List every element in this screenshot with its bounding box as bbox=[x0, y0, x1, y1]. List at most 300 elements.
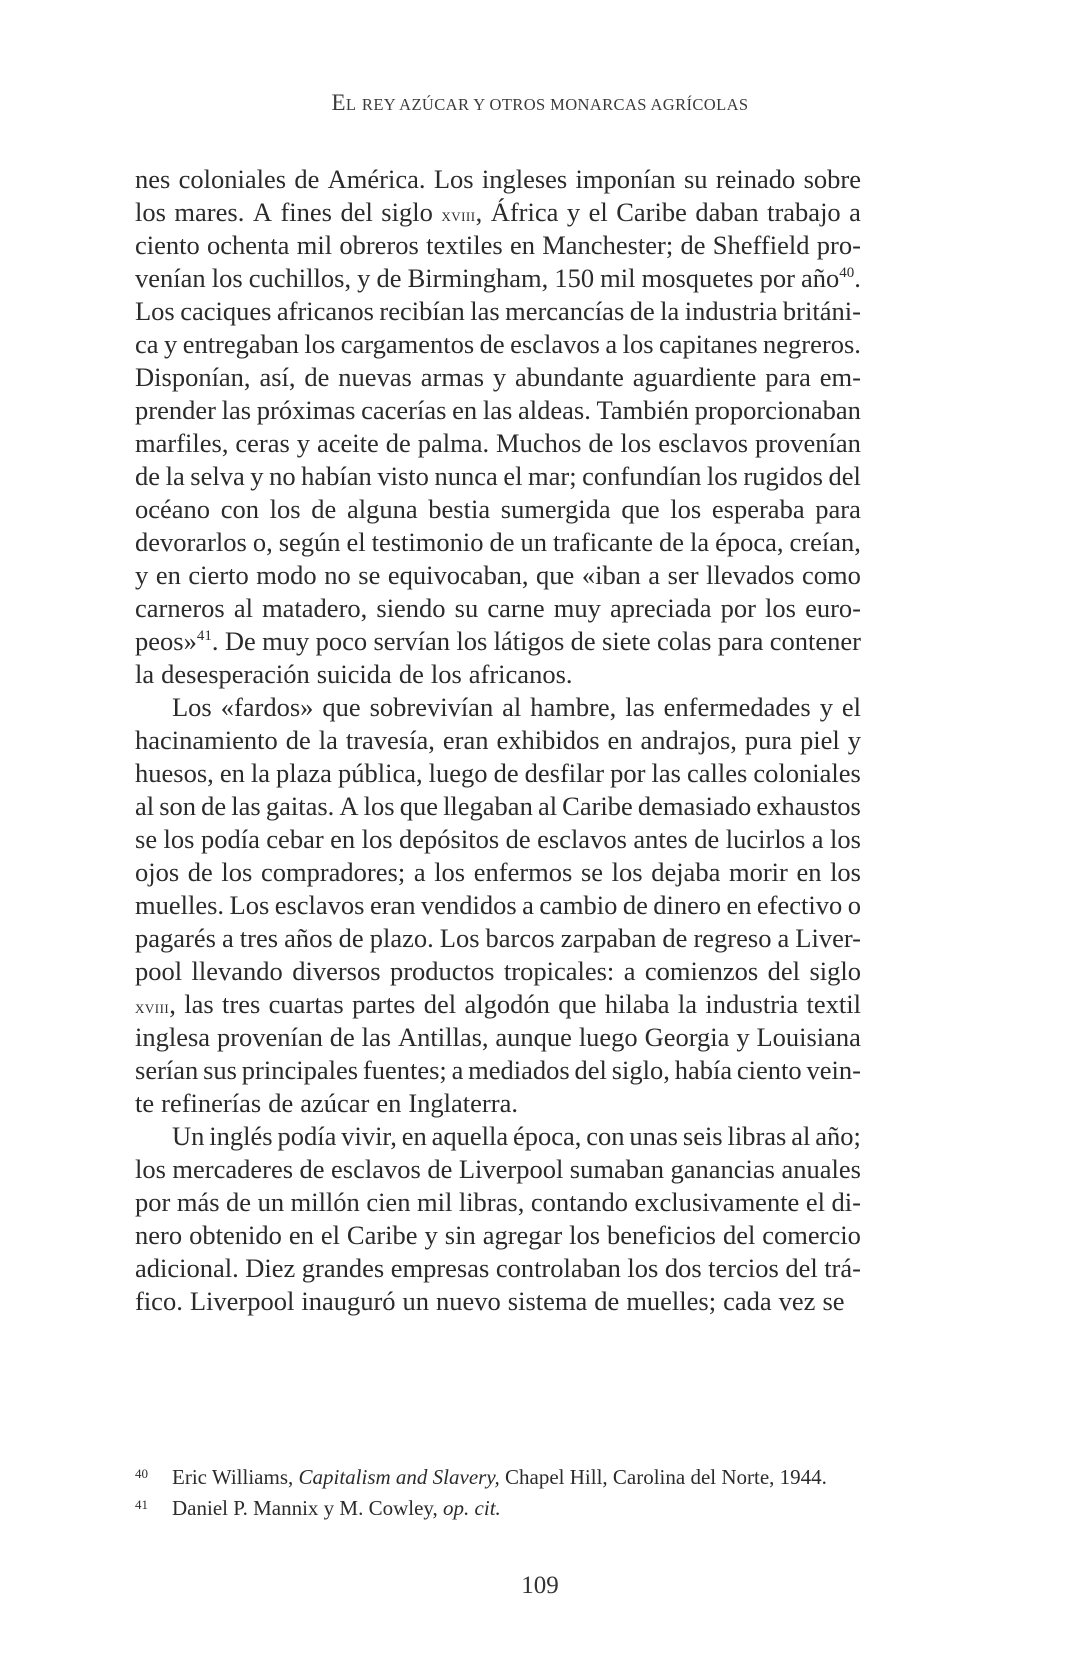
word: de bbox=[493, 758, 519, 788]
word: te bbox=[135, 1088, 155, 1118]
word: muy bbox=[262, 626, 310, 656]
word: de bbox=[629, 296, 655, 326]
text-line bbox=[135, 922, 861, 955]
word: dejaba bbox=[651, 857, 721, 887]
word: y bbox=[492, 362, 507, 392]
text-line bbox=[135, 163, 861, 196]
word: había bbox=[674, 1055, 733, 1085]
footnote-reference[interactable]: 41 bbox=[196, 628, 212, 645]
word: de bbox=[588, 428, 614, 458]
word: esclavos bbox=[331, 1154, 421, 1184]
word: dinero bbox=[653, 890, 721, 920]
word: recibían bbox=[379, 296, 465, 326]
word: servían bbox=[373, 626, 450, 656]
citation-title: Capitalism and Slavery, bbox=[298, 1465, 500, 1489]
word: barcos bbox=[485, 923, 555, 953]
text-line bbox=[135, 1186, 861, 1219]
word: suicida bbox=[316, 659, 392, 689]
word: los bbox=[304, 329, 336, 359]
word: grandes bbox=[301, 1253, 385, 1283]
word: no bbox=[324, 560, 351, 590]
text-line bbox=[135, 955, 861, 988]
word: o, bbox=[252, 527, 273, 557]
word: matadero, bbox=[262, 593, 368, 623]
word: Diez bbox=[245, 1253, 296, 1283]
word: habían bbox=[301, 461, 372, 491]
text-line bbox=[135, 427, 861, 460]
word: prender bbox=[135, 395, 216, 425]
footnote-text: Daniel P. Mannix y M. Cowley, op. cit. bbox=[172, 1496, 501, 1520]
word: contener bbox=[769, 626, 861, 656]
word: la bbox=[690, 527, 710, 557]
word: en bbox=[509, 230, 535, 260]
word: exhibidos bbox=[496, 725, 600, 755]
word: años bbox=[284, 923, 333, 953]
word: y bbox=[296, 428, 311, 458]
word: coloniales bbox=[178, 164, 287, 194]
word: un bbox=[257, 1187, 285, 1217]
word: fines bbox=[280, 197, 332, 227]
word: imponían bbox=[575, 164, 676, 194]
word: esclavos bbox=[510, 329, 600, 359]
text-line bbox=[135, 262, 861, 295]
text-line bbox=[135, 394, 861, 427]
word: Birmingham, bbox=[407, 263, 549, 293]
word: A bbox=[339, 791, 359, 821]
word: al bbox=[537, 791, 558, 821]
word: de bbox=[662, 923, 688, 953]
word: de bbox=[505, 824, 531, 854]
word: provenían bbox=[216, 1022, 323, 1052]
word: por bbox=[720, 593, 756, 623]
word: cebar bbox=[266, 824, 324, 854]
word: principales bbox=[241, 1055, 359, 1085]
word: la bbox=[165, 461, 185, 491]
word: con bbox=[220, 494, 259, 524]
paragraph bbox=[135, 1120, 861, 1318]
word: podía bbox=[277, 1121, 337, 1151]
word: llevando bbox=[191, 956, 283, 986]
text-line bbox=[135, 361, 861, 394]
word: regreso bbox=[693, 923, 772, 953]
word: palma. bbox=[417, 428, 490, 458]
word: 150 bbox=[554, 263, 595, 293]
word: siglo bbox=[381, 197, 433, 227]
word: a bbox=[605, 329, 618, 359]
word: libras bbox=[727, 1121, 787, 1151]
word: un bbox=[402, 1286, 430, 1316]
word: millón bbox=[290, 1187, 360, 1217]
word: ingleses bbox=[481, 164, 568, 194]
word: devorarlos bbox=[135, 527, 247, 557]
word: su bbox=[683, 164, 708, 194]
word: africanos. bbox=[468, 659, 573, 689]
word: diversos bbox=[292, 956, 381, 986]
word: Liverpool bbox=[458, 1154, 564, 1184]
word: los bbox=[135, 197, 166, 227]
word: entregaban bbox=[182, 329, 299, 359]
word: y bbox=[163, 329, 178, 359]
text-line bbox=[135, 1054, 861, 1087]
word: peos»$^{41}$. bbox=[135, 626, 219, 656]
word: carne bbox=[487, 593, 545, 623]
word: vendidos bbox=[421, 890, 517, 920]
text-line bbox=[135, 493, 861, 526]
text-line bbox=[135, 229, 861, 262]
word: zarpaban bbox=[560, 923, 657, 953]
word: mercancías bbox=[505, 296, 625, 326]
text-line bbox=[135, 625, 861, 658]
word: a bbox=[623, 956, 636, 986]
word: no bbox=[269, 461, 296, 491]
word: del bbox=[722, 1220, 756, 1250]
word: demasiado bbox=[637, 791, 752, 821]
word: cuchillos, bbox=[248, 263, 352, 293]
word: y bbox=[250, 461, 264, 491]
word: Muchos bbox=[496, 428, 582, 458]
word: textil bbox=[806, 989, 861, 1019]
word: ciento bbox=[135, 230, 200, 260]
word: podía bbox=[200, 824, 260, 854]
word: el bbox=[503, 461, 523, 491]
word: plaza bbox=[276, 758, 332, 788]
word: británi- bbox=[782, 296, 861, 326]
word: se bbox=[580, 857, 604, 887]
word: lucirlos bbox=[725, 824, 806, 854]
word: vez bbox=[778, 1286, 816, 1316]
word: sobre bbox=[803, 164, 861, 194]
word: los bbox=[211, 263, 243, 293]
word: que bbox=[322, 692, 361, 722]
word: de bbox=[376, 263, 402, 293]
word: vein- bbox=[806, 1055, 861, 1085]
word: fuentes; bbox=[362, 1055, 447, 1085]
word: cambio bbox=[539, 890, 618, 920]
word: los bbox=[135, 1154, 166, 1184]
word: la bbox=[318, 725, 338, 755]
word: los bbox=[269, 494, 301, 524]
word: em- bbox=[819, 362, 861, 392]
word: controlaban bbox=[495, 1253, 621, 1283]
word: el bbox=[805, 1187, 825, 1217]
word: exclusivamente bbox=[634, 1187, 800, 1217]
word: comienzos bbox=[644, 956, 759, 986]
word: Georgia bbox=[644, 1022, 730, 1052]
word: próximas bbox=[256, 395, 356, 425]
word: fico. bbox=[135, 1286, 183, 1316]
word: Los bbox=[135, 296, 175, 326]
word: látigos bbox=[493, 626, 565, 656]
word: siglo, bbox=[611, 1055, 670, 1085]
word: serían bbox=[135, 1055, 199, 1085]
word: esclavos bbox=[658, 428, 749, 458]
word: de bbox=[304, 362, 330, 392]
word: pro- bbox=[816, 230, 861, 260]
word: mil bbox=[416, 1187, 453, 1217]
word: al bbox=[791, 1121, 811, 1151]
word: mosquetes bbox=[641, 263, 754, 293]
word: dos bbox=[664, 1253, 702, 1283]
footnote-number: 41 bbox=[135, 1497, 148, 1512]
text-line bbox=[135, 1021, 861, 1054]
word: y bbox=[566, 197, 581, 227]
word: caciques bbox=[180, 296, 272, 326]
word: de bbox=[398, 659, 424, 689]
word: para bbox=[815, 494, 861, 524]
word: los bbox=[829, 824, 861, 854]
word: huesos, bbox=[135, 758, 214, 788]
word: del bbox=[423, 989, 457, 1019]
footnote-reference[interactable]: 40 bbox=[839, 265, 855, 282]
word: antes bbox=[633, 824, 688, 854]
word: tropicales: bbox=[503, 956, 615, 986]
running-head bbox=[0, 90, 1080, 116]
word: enfermos bbox=[473, 857, 573, 887]
word: siglo bbox=[809, 956, 861, 986]
word: la bbox=[660, 296, 680, 326]
word: enfermedades bbox=[663, 692, 811, 722]
word: proporcionaban bbox=[694, 395, 861, 425]
word: xviii, bbox=[135, 989, 176, 1019]
word: trá- bbox=[824, 1253, 861, 1283]
word: que bbox=[621, 494, 660, 524]
text-line bbox=[135, 823, 861, 856]
word: a bbox=[648, 560, 661, 590]
word: en bbox=[219, 758, 245, 788]
word: el bbox=[346, 527, 366, 557]
word: los bbox=[670, 494, 702, 524]
word: pura bbox=[744, 725, 792, 755]
word: cacerías bbox=[361, 395, 447, 425]
word: sumaban bbox=[569, 1154, 664, 1184]
word: muelles; bbox=[626, 1286, 717, 1316]
text-line bbox=[135, 196, 861, 229]
word: testimonio bbox=[371, 527, 484, 557]
word: coloniales bbox=[753, 758, 861, 788]
word: y bbox=[424, 1220, 438, 1250]
text-line bbox=[135, 559, 861, 592]
word: vivir, bbox=[341, 1121, 397, 1151]
word: A bbox=[252, 197, 272, 227]
word: los bbox=[363, 791, 395, 821]
word: negreros. bbox=[763, 329, 861, 359]
word: los bbox=[163, 824, 195, 854]
word: ochenta bbox=[207, 230, 290, 260]
word: Liverpool bbox=[189, 1286, 295, 1316]
word: como bbox=[801, 560, 861, 590]
word: abundante bbox=[515, 362, 624, 392]
word: obtenido bbox=[189, 1220, 282, 1250]
word: de bbox=[226, 1187, 252, 1217]
word: y bbox=[135, 560, 149, 590]
word: muelles. bbox=[135, 890, 225, 920]
word: Los bbox=[439, 923, 480, 953]
word: ciento bbox=[736, 1055, 802, 1085]
word: contando bbox=[530, 1187, 628, 1217]
text-line bbox=[135, 328, 861, 361]
text-line bbox=[135, 724, 861, 757]
word: del bbox=[828, 461, 861, 491]
word: a bbox=[811, 824, 824, 854]
word: Disponían, bbox=[135, 362, 251, 392]
text-line bbox=[135, 1252, 861, 1285]
word: siete bbox=[602, 626, 651, 656]
word: nero bbox=[135, 1220, 183, 1250]
word: para bbox=[765, 362, 811, 392]
word: azúcar bbox=[300, 1088, 370, 1118]
word: cargamentos bbox=[340, 329, 475, 359]
word: de bbox=[299, 1154, 325, 1184]
text-line bbox=[135, 790, 861, 823]
word: nes bbox=[135, 164, 171, 194]
text-line bbox=[135, 889, 861, 922]
word: reinado bbox=[715, 164, 796, 194]
text-line bbox=[135, 295, 861, 328]
word: Un bbox=[172, 1121, 205, 1151]
word: al bbox=[233, 593, 253, 623]
word: equivocaban, bbox=[387, 560, 529, 590]
word: a bbox=[777, 923, 790, 953]
word: Caribe bbox=[346, 1220, 418, 1250]
word: cierto bbox=[188, 560, 249, 590]
word: a bbox=[849, 197, 861, 227]
word: siendo bbox=[376, 593, 446, 623]
word: los bbox=[706, 461, 738, 491]
word: época, bbox=[715, 527, 784, 557]
word: en bbox=[726, 890, 752, 920]
word: pagarés bbox=[135, 923, 216, 953]
word: creían, bbox=[789, 527, 861, 557]
word: las bbox=[184, 989, 214, 1019]
word: de bbox=[338, 923, 364, 953]
word: Louisiana bbox=[756, 1022, 861, 1052]
word: el bbox=[588, 197, 608, 227]
word: ca bbox=[135, 329, 159, 359]
word: mar; bbox=[528, 461, 577, 491]
word: la bbox=[677, 989, 698, 1019]
word: provenían bbox=[754, 428, 861, 458]
word: sus bbox=[203, 1055, 237, 1085]
word: poco bbox=[315, 626, 368, 656]
text-line bbox=[135, 460, 861, 493]
word: esperaba bbox=[711, 494, 805, 524]
word: calles bbox=[687, 758, 748, 788]
word: la bbox=[135, 659, 155, 689]
text-line bbox=[135, 856, 861, 889]
word: comercio bbox=[762, 1220, 861, 1250]
body-text bbox=[135, 163, 861, 1318]
word: Caribe bbox=[562, 791, 633, 821]
word: hilaba bbox=[604, 989, 670, 1019]
word: se bbox=[358, 560, 381, 590]
footnote bbox=[135, 1463, 875, 1494]
word: De bbox=[224, 626, 256, 656]
word: mares. bbox=[174, 197, 245, 227]
word: la bbox=[250, 758, 270, 788]
word: partes bbox=[352, 989, 416, 1019]
footnote-number: 40 bbox=[135, 1466, 148, 1481]
word: ser bbox=[667, 560, 699, 590]
word: luego bbox=[428, 758, 488, 788]
word: alguna bbox=[346, 494, 418, 524]
word: textiles bbox=[426, 230, 503, 260]
word: el bbox=[320, 1220, 340, 1250]
word: xviii, bbox=[441, 197, 483, 227]
word: euro- bbox=[805, 593, 861, 623]
word: inauguró bbox=[301, 1286, 396, 1316]
word: africanos bbox=[276, 296, 374, 326]
word: andrajos, bbox=[640, 725, 737, 755]
word: hambre, bbox=[530, 692, 617, 722]
word: las bbox=[625, 692, 655, 722]
word: libras, bbox=[458, 1187, 525, 1217]
word: los bbox=[627, 1253, 659, 1283]
word: inglés bbox=[209, 1121, 273, 1151]
word: las bbox=[361, 1022, 392, 1052]
word: en bbox=[607, 725, 633, 755]
word: Inglaterra. bbox=[408, 1088, 518, 1118]
word: aceite bbox=[317, 428, 379, 458]
word: por bbox=[759, 263, 795, 293]
word: de bbox=[680, 230, 706, 260]
word: También bbox=[596, 395, 689, 425]
word: tres bbox=[222, 989, 261, 1019]
word: carneros bbox=[135, 593, 225, 623]
word: sumergida bbox=[500, 494, 611, 524]
word: llegaban bbox=[443, 791, 533, 821]
word: sistema bbox=[507, 1286, 588, 1316]
word: de bbox=[385, 428, 411, 458]
word: al bbox=[135, 791, 155, 821]
word: Antillas, bbox=[397, 1022, 489, 1052]
word: anuales bbox=[781, 1154, 861, 1184]
roman-numeral-century: xviii bbox=[441, 205, 476, 225]
word: de bbox=[201, 791, 227, 821]
word: mil bbox=[296, 230, 333, 260]
word: las bbox=[651, 758, 681, 788]
word: o bbox=[847, 890, 861, 920]
word: el bbox=[841, 692, 861, 722]
word: los bbox=[830, 857, 861, 887]
text-line bbox=[135, 1087, 861, 1120]
word: aldeas. bbox=[517, 395, 591, 425]
word: industria bbox=[684, 296, 778, 326]
text-line bbox=[135, 1153, 861, 1186]
word: productos bbox=[389, 956, 495, 986]
word: sobrevivían bbox=[369, 692, 494, 722]
footnotes bbox=[135, 1463, 875, 1525]
word: los bbox=[434, 857, 466, 887]
word: África bbox=[490, 197, 559, 227]
word: y bbox=[357, 263, 371, 293]
word: apreciada bbox=[610, 593, 712, 623]
text-line bbox=[135, 1285, 861, 1318]
text-line bbox=[135, 1120, 861, 1153]
word: traficante bbox=[552, 527, 654, 557]
word: venían bbox=[135, 263, 206, 293]
word: mercaderes bbox=[172, 1154, 294, 1184]
word: piel bbox=[799, 725, 840, 755]
word: de bbox=[187, 857, 213, 887]
word: de bbox=[622, 890, 648, 920]
word: exhaustos bbox=[756, 791, 861, 821]
word: por bbox=[135, 1187, 171, 1217]
word: bestia bbox=[428, 494, 491, 524]
word: eran bbox=[442, 725, 489, 755]
word: a bbox=[451, 1055, 464, 1085]
word: con bbox=[586, 1121, 625, 1151]
running-head-first-word-rest: L bbox=[345, 95, 357, 114]
